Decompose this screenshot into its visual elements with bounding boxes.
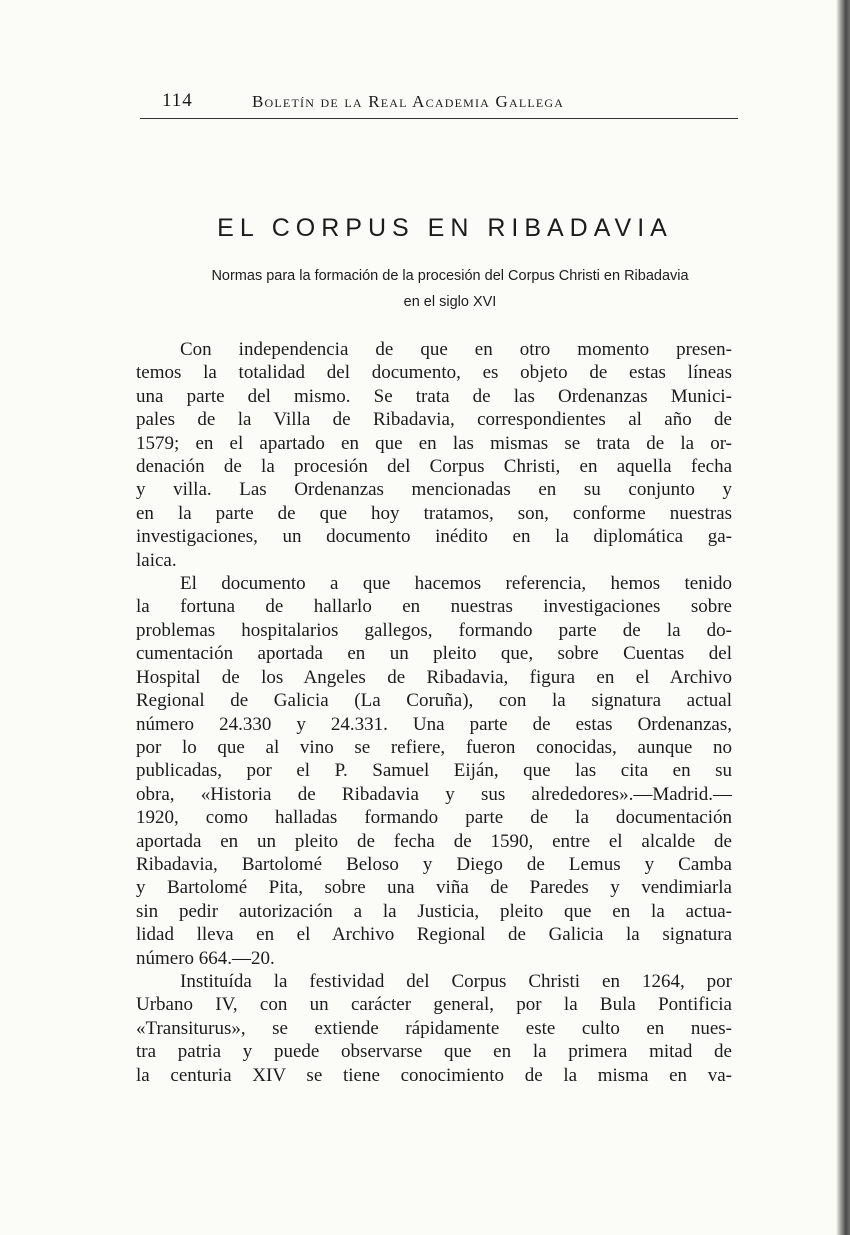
text-line: publicadas, por el P. Samuel Eiján, que las cita en su [136, 760, 732, 782]
text-line: en la parte de que hoy tratamos, son, conforme nuestras [136, 502, 732, 524]
text-line: denación de la procesión del Corpus Christi, en aquella fecha [136, 456, 732, 478]
text-line: y Bartolomé Pita, sobre una viña de Paredes y vendimiarla [136, 877, 732, 899]
text-line: problemas hospitalarios gallegos, formando parte de la do- [136, 619, 732, 641]
subtitle-line: en el siglo XVI [403, 294, 497, 310]
paragraph-3 [136, 970, 732, 1087]
text-line: pales de la Villa de Ribadavia, correspondientes al año de [136, 409, 732, 431]
text-line: obra, «Historia de Ribadavia y sus alrededores».—Madrid.— [136, 783, 732, 805]
paragraph-2 [136, 572, 732, 970]
page-header [140, 88, 738, 119]
text-line: Ribadavia, Bartolomé Beloso y Diego de Lemus y Camba [136, 853, 732, 875]
text-line: «Transiturus», se extiende rápidamente este culto en nues- [136, 1017, 732, 1039]
text-line: Instituída la festividad del Corpus Christi en 1264, por [180, 970, 732, 992]
text-line: número 24.330 y 24.331. Una parte de estas Ordenanzas, [136, 713, 732, 735]
text-line: tra patria y puede observarse que en la primera mitad de [136, 1041, 732, 1063]
paragraph-1 [136, 338, 732, 572]
text-line: 1579; en el apartado en que en las mismas se trata de la or- [136, 432, 732, 454]
text-line: investigaciones, un documento inédito en la diplomática ga- [136, 526, 732, 548]
article-title: EL CORPUS EN RIBADAVIA [217, 214, 673, 242]
text-line: la centuria XIV se tiene conocimiento de la misma en va- [136, 1064, 732, 1086]
text-line: temos la totalidad del documento, es objeto de estas líneas [136, 362, 732, 384]
text-line: 1920, como halladas formando parte de la documentación [136, 807, 732, 829]
text-line: Regional de Galicia (La Coruña), con la signatura actual [136, 690, 732, 712]
text-line: cumentación aportada en un pleito que, sobre Cuentas del [136, 643, 732, 665]
running-head: Boletín de la Real Academia Gallega [252, 92, 565, 111]
text-line: número 664.—20. [136, 947, 275, 969]
text-line: lidad lleva en el Archivo Regional de Galicia la signatura [136, 924, 732, 946]
text-line: una parte del mismo. Se trata de las Ordenanzas Munici- [136, 385, 732, 407]
article-subtitle [140, 263, 740, 315]
text-line: sin pedir autorización a la Justicia, pleito que en la actua- [136, 900, 732, 922]
text-line: laica. [136, 549, 177, 571]
page-number: 114 [162, 90, 193, 111]
text-line: y villa. Las Ordenanzas mencionadas en su conjunto y [136, 479, 732, 501]
text-line: Urbano IV, con un carácter general, por la Bula Pontificia [136, 994, 732, 1016]
text-line: aportada en un pleito de fecha de 1590, entre el alcalde de [136, 830, 732, 852]
text-line: Hospital de los Angeles de Ribadavia, figura en el Archivo [136, 666, 732, 688]
article-body [136, 338, 732, 1087]
text-line: la fortuna de hallarlo en nuestras investigaciones sobre [136, 596, 732, 618]
scan-page-edge [836, 0, 850, 1235]
text-line: por lo que al vino se refiere, fueron conocidas, aunque no [136, 736, 732, 758]
subtitle-line: Normas para la formación de la procesión del Corpus Christi en Ribadavia [211, 268, 689, 284]
text-line: El documento a que hacemos referencia, hemos tenido [180, 573, 732, 595]
text-line: Con independencia de que en otro momento presen- [180, 339, 732, 360]
